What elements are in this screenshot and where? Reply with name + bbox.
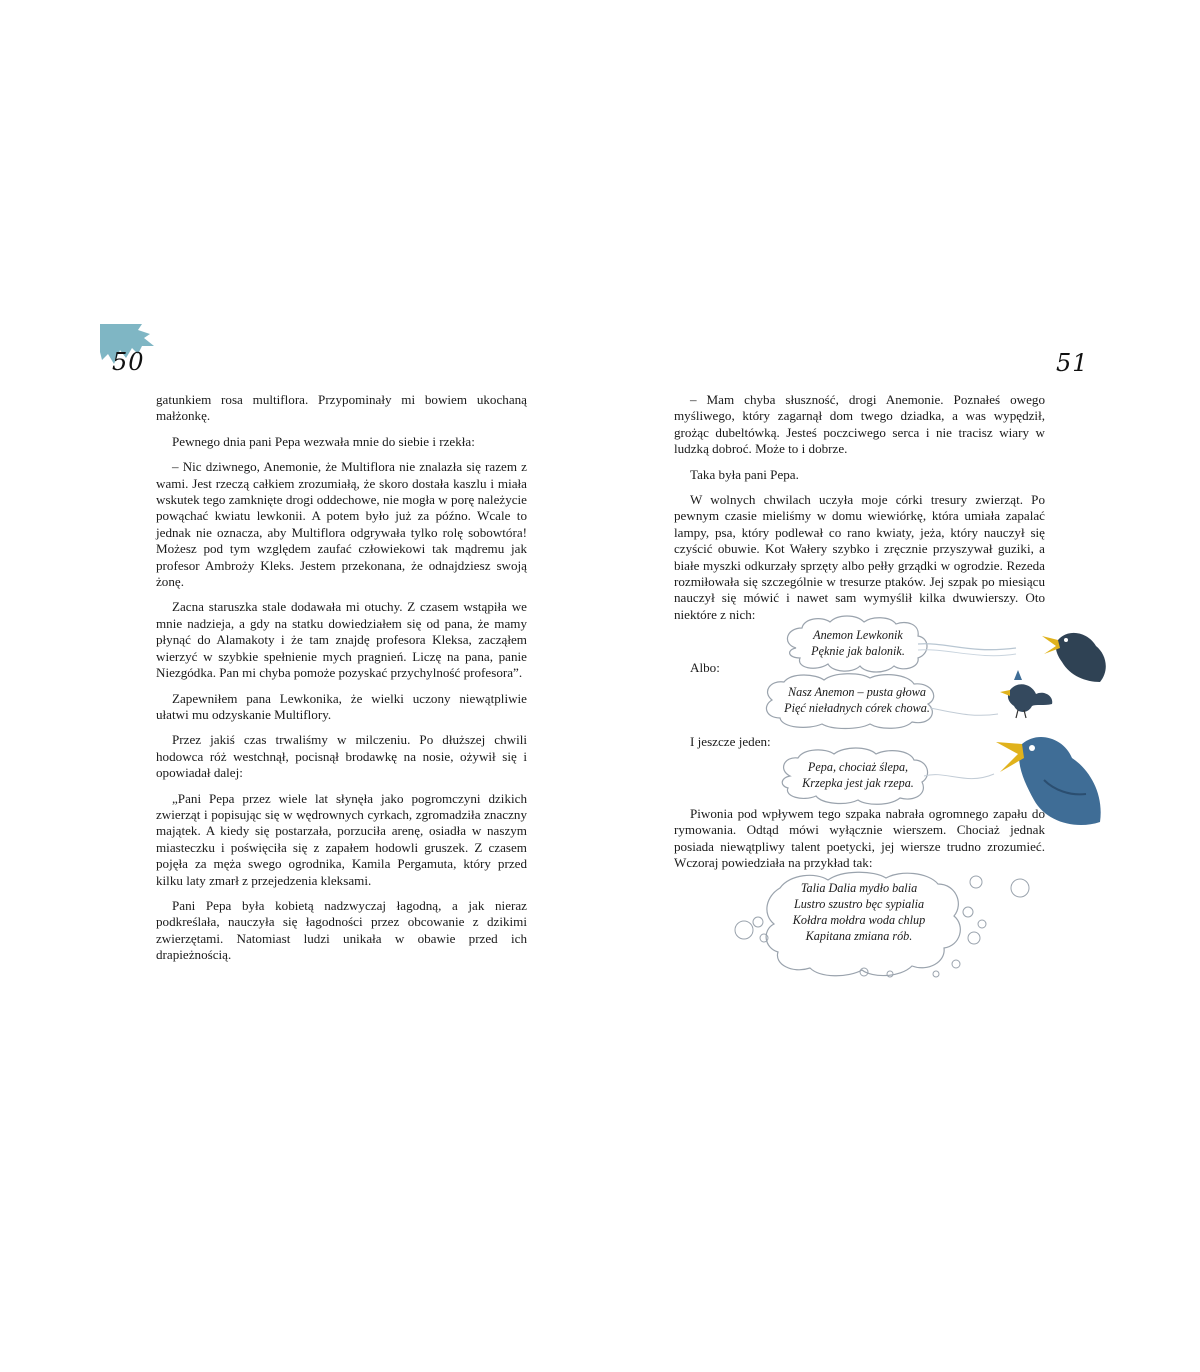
verse-line: Kołdra mołdra woda chlup [792,913,926,927]
verse-line: Anemon Lewkonik [813,628,903,642]
page-number: 50 [112,348,145,376]
paragraph: – Mam chyba słuszność, drogi Anemonie. Poznałeś owego myśliwego, który zagarnął dom twego dziadka, a was wypędził, grożąc dubeltówką. Jesteś poczciwego serca i nie tracisz wiary w ludzką dobroć. Może to i dobrze. [674,392,1045,457]
paragraph: Przez jakiś czas trwaliśmy w milczeniu. Po dłuższej chwili hodowca róż westchnął, pocisnął brodawkę na nosie, ożywił się i opowiadał dalej: [156,732,527,781]
verse-line: Nasz Anemon – pusta głowa [788,685,926,699]
right-page [600,0,1200,1372]
speech-cloud [778,614,1018,676]
left-text-column [156,392,527,973]
jeszcze-label: I jeszcze jeden: [690,734,771,749]
paragraph: Pani Pepa była kobietą nadzwyczaj łagodną, a jak nieraz podkreślała, nauczyła się łagodności przez obcowanie z dzikimi zwierzętami. Natomiast ludzi unikała w obawie przed ich drapieżnością. [156,897,527,963]
paragraph: Pewnego dnia pani Pepa wezwała mnie do siebie i rzekła: [172,433,475,449]
speech-cloud [776,746,996,806]
verse-line: Pięć nieładnych córek chowa. [784,701,930,715]
paragraph: W wolnych chwilach uczyła moje córki tresury zwierząt. Po pewnym czasie mieliśmy w domu wiewiórkę, która umiała zapalać lampy, psa, który podlewał co rano kwiaty, jeża, który nauczył się czyścić obuwie. Kot Wałery szybko i zręcznie przyszywał guziki, a białe myszki odkurzały sprzęty albo pełły grządki w ogrodzie. Rezeda rozmiłowała się szczególnie w tresurze ptaków. Jej szpak po miesiącu nauczył się mówić i nawet sam wymyślił kilka dwuwierszy. Oto niektóre z nich: [674,492,1045,622]
verse-line: Krzepka jest jak rzepa. [802,776,914,790]
verse-line: Kapitana zmiana rób. [805,929,913,943]
paragraph: gatunkiem rosa multiflora. Przypominały mi bowiem ukochaną małżonkę. [156,392,527,424]
verse-line: Talia Dalia mydło balia [800,881,918,895]
paragraph: „Pani Pepa przez wiele lat słynęła jako pogromczyni dzikich zwierząt i popisując się w wędrownych cyrkach, zgromadziła znaczny majątek. A kiedy się postarzała, porzuciła arenę, osiadła w naszym miasteczku i poświęciła się z zapałem hodowli gruszek. Z czasem pojęła za męża swego ogrodnika, Kamila Pergamuta, który przed kilku laty zmarł z przejedzenia kleksami. [156,790,527,888]
paragraph: Zacna staruszka stale dodawała mi otuchy. Z czasem wstąpiła we mnie nadzieja, a gdy na statku dowiedziałem się od pana, że mamy płynąć do Alamakoty i że tam znajdę profesora Kleksa, zacząłem wierzyć w szybkie spełnienie mych pragnień. Liczę na pana, panie Niezgódka. Pan mi chyba pomoże pozyskać przychylność profesora”. [156,599,527,681]
right-text-column [674,392,1045,623]
small-bird-icon [996,670,1056,720]
bubble-cloud [724,868,1044,986]
paragraph: Piwonia pod wpływem tego szpaka nabrała ogromnego zapału do rymowania. Odtąd mówi wyłącznie wierszem. Chociaż jednak posiada niewątpliwy talent poetycki, jej wiersze trudno zrozumieć. Wczoraj powiedziała na przykład tak: [674,806,1045,871]
verse-line: Pęknie jak balonik. [811,644,905,658]
verse-line: Lustro szustro bęc sypialia [793,897,925,911]
albo-label: Albo: [690,660,720,675]
page-number: 51 [1056,349,1089,377]
speech-cloud [762,672,1002,730]
paragraph: Zapewniłem pana Lewkonika, że wielki uczony niewątpliwie ułatwi mu odzyskanie Multiflory. [156,690,527,722]
paragraph: Taka była pani Pepa. [690,466,799,482]
verse-line: Pepa, chociaż ślepa, [807,760,909,774]
paragraph: – Nic dziwnego, Anemonie, że Multiflora nie znalazła się razem z wami. Jest rzeczą całkiem zrozumiałą, że skoro dostała kaszlu i miała wskutek tego zamknięte drogi oddechowe, nie mogła w porę należycie powąchać kwiatu lewkonii. A potem było już za późno. Wcale to jednak nie oznacza, aby Multiflora odgrywała tylko rolę sobowtóra! Możesz pod tym względem zaufać człowiekowi tak mądremu jak profesor Ambroży Kleks. Jestem przekonana, że odnajdziesz swoją żonę. [156,459,527,590]
